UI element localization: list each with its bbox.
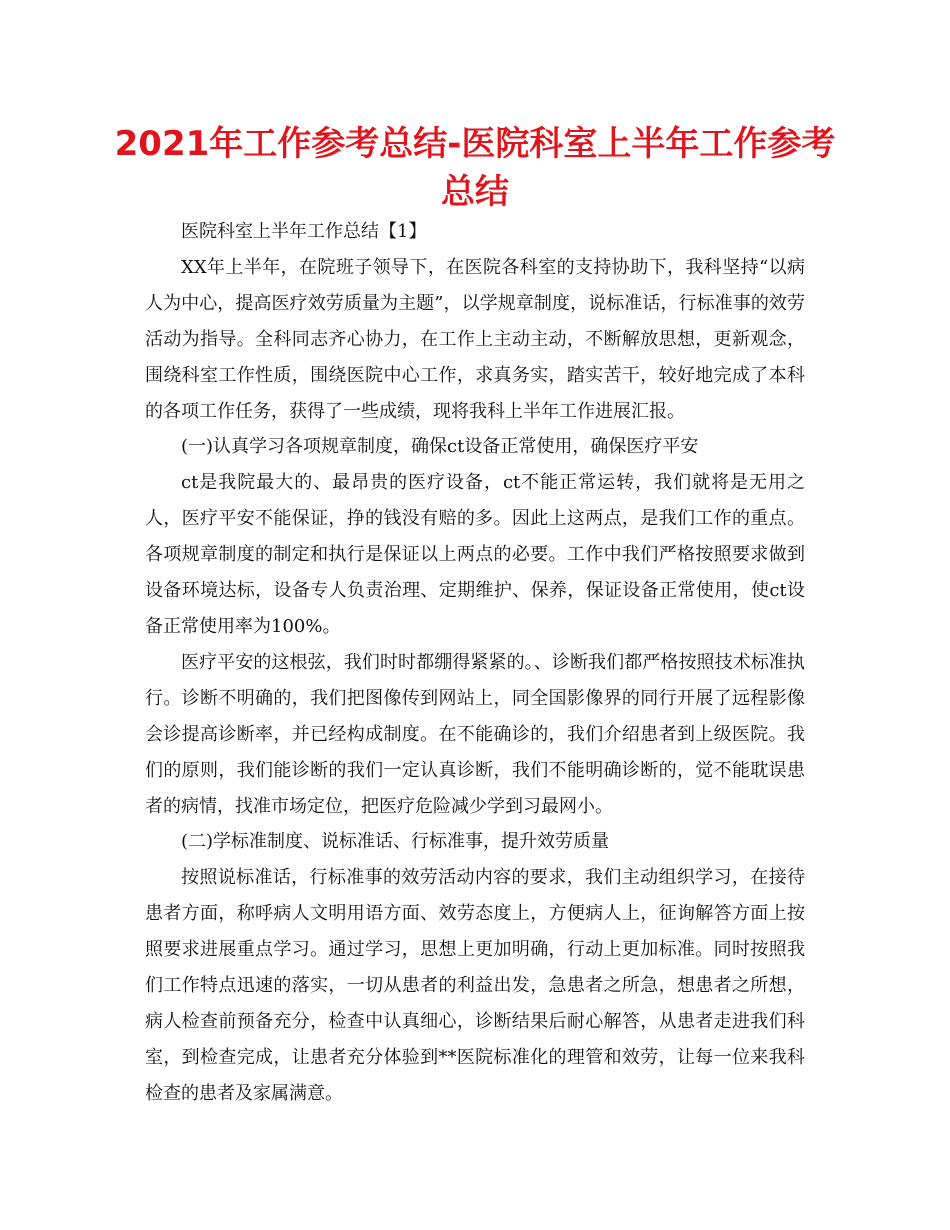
subsection-heading: (一)认真学习各项规章制度，确保ct设备正常使用，确保医疗平安 <box>181 436 699 458</box>
body-paragraph: 医疗平安的这根弦，我们时时都绷得紧紧的。、诊断我们都严格按照技术标准执行。诊断不明确的，我们把图像传到网站上，同全国影像界的同行开展了远程影像会诊提高诊断率，并已经构成制度。在不能确诊的，我们介绍患者到上级医院。我们的原则，我们能诊断的我们一定认真诊断，我们不能明确诊断的，觉不能耽误患者的病情，找准市场定位，把医疗危险减少学到习最网小。 <box>145 651 805 817</box>
body-paragraph: 按照说标准话，行标准事的效劳活动内容的要求，我们主动组织学习，在接待患者方面，称呼病人文明用语方面、效劳态度上，方便病人上，征询解答方面上按照要求进展重点学习。通过学习，思想上更加明确，行动上更加标准。同时按照我们工作特点迅速的落实，一切从患者的利益出发，急患者之所急，想患者之所想，病人检查前预备充分，检查中认真细心，诊断结果后耐心解答，从患者走进我们科室，到检查完成，让患者充分体验到**医院标准化的理管和效劳，让每一位来我科检查的患者及家属满意。 <box>145 867 805 1104</box>
document-title: 2021年工作参考总结-医院科室上半年工作参考总结 <box>114 124 836 212</box>
section-heading: 医院科室上半年工作总结【1】 <box>181 221 427 242</box>
document-body <box>145 214 805 1112</box>
body-paragraph: ct是我院最大的、最昂贵的医疗设备，ct不能正常运转，我们就将是无用之人，医疗平安不能保证，挣的钱没有赔的多。因此上这两点，是我们工作的重点。各项规章制度的制定和执行是保证以上两点的必要。工作中我们严格按照要求做到设备环境达标，设备专人负责治理、定期维护、保养，保证设备正常使用，使ct设备正常使用率为100%。 <box>145 472 805 637</box>
subsection-heading: (二)学标准制度、说标准话、行标准事，提升效劳质量 <box>181 831 610 853</box>
body-paragraph: XX年上半年，在院班子领导下，在医院各科室的支持协助下，我科坚持“以病人为中心，提高医疗效劳质量为主题”，以学规章制度，说标准话，行标准事的效劳活动为指导。全科同志齐心协力，在工作上主动主动，不断解放思想，更新观念，围绕科室工作性质，围绕医院中心工作，求真务实，踏实苦干，较好地完成了本科的各项工作任务，获得了一些成绩，现将我科上半年工作进展汇报。 <box>145 256 805 422</box>
